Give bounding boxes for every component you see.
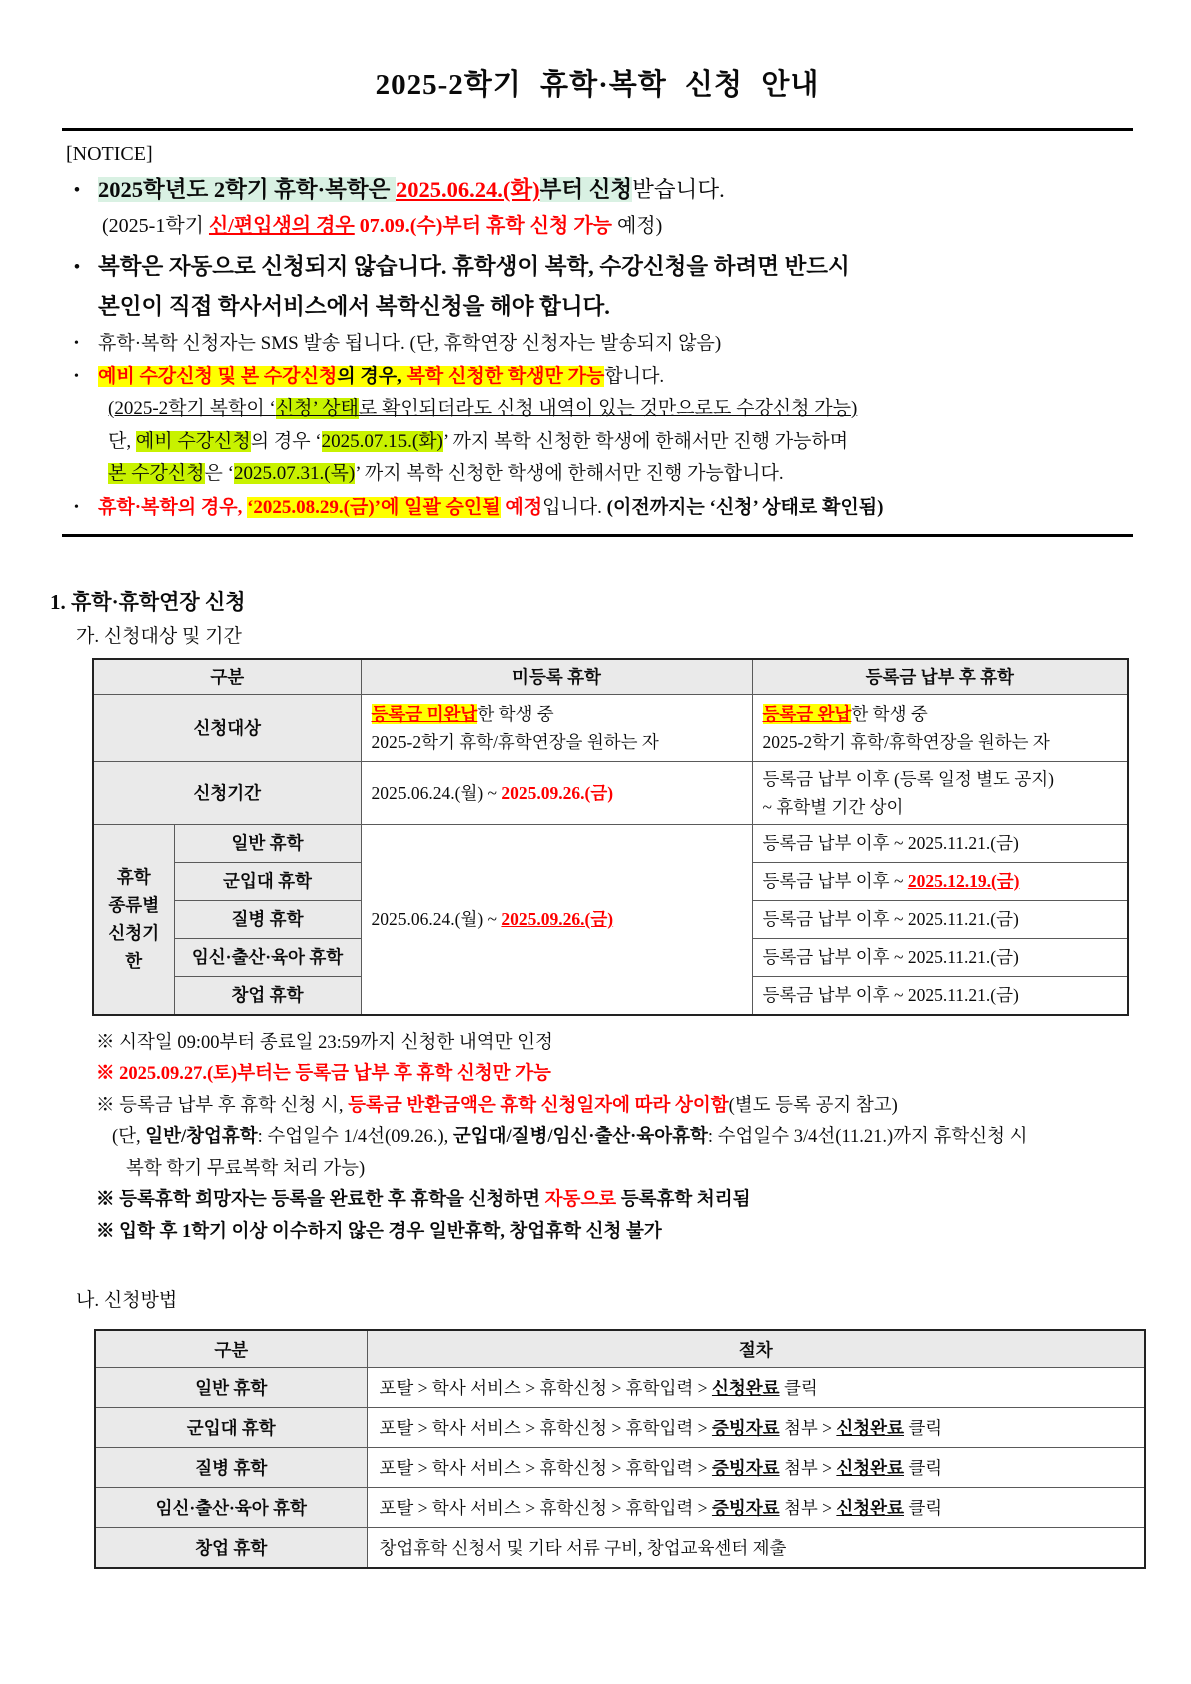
cell-type-pregnancy: 임신·출산·육아 휴학 <box>174 938 361 976</box>
text-run: 종류별 <box>108 895 160 915</box>
divider-bottom <box>62 534 1133 537</box>
bullet-icon: • <box>74 257 80 276</box>
date-run-highlight: 2025.07.31.(목) <box>233 463 356 484</box>
text-run: ~ 휴학별 기간 상이 <box>762 796 904 817</box>
cell-type-illness: 질병 휴학 <box>95 1448 367 1488</box>
text-run: 로 확인되더라도 신청 내역이 있는 것만으로도 수강신청 가능) <box>358 398 858 419</box>
text-run: 2025.06.24.(월) ~ <box>371 782 502 803</box>
cell-procedure-general <box>367 1368 1145 1408</box>
text-run-highlight: 예비 수강신청 <box>135 430 251 452</box>
text-run-bold: 증빙자료 <box>711 1498 780 1518</box>
bullet-icon: • <box>74 369 79 384</box>
text-run-highlight: 2025학년도 2학기 휴학·복학은 <box>98 177 396 202</box>
text-run: 첨부 > <box>779 1458 837 1478</box>
date-run: 2025.11.21.(금) <box>907 833 1019 853</box>
text-run: 창업휴학 신청서 및 기타 서류 구비, 창업교육센터 제출 <box>379 1538 787 1558</box>
text-run: 클릭 <box>904 1498 943 1518</box>
cell-type-startup: 창업 휴학 <box>95 1528 367 1569</box>
text-run-bold: 일반/창업휴학 <box>145 1127 258 1147</box>
text-run: 포탈 > 학사 서비스 > 휴학신청 > 휴학입력 > <box>379 1458 712 1478</box>
text-run: 신청기한 <box>108 923 160 971</box>
text-run-bold: 증빙자료 <box>711 1458 780 1478</box>
bullet-icon: • <box>74 499 79 515</box>
section-1a-heading: 가. 신청대상 및 기간 <box>76 625 242 647</box>
text-run: 한 학생 중 <box>477 703 554 724</box>
text-run: 등록금 납부 이후 (등록 일정 별도 공지) <box>762 768 1054 789</box>
text-run: ※ 등록휴학 희망자는 등록을 완료한 후 휴학을 신청하면 <box>96 1190 545 1210</box>
footnote-3 <box>96 1091 1133 1123</box>
text-run: 클릭 <box>779 1378 818 1398</box>
text-run: 2025-2학기 휴학/휴학연장을 원하는 자 <box>762 731 1050 752</box>
notice-bullet-2 <box>62 247 1133 327</box>
text-run-red-highlight: 예비 수강신청 및 본 수강신청 <box>98 366 338 387</box>
date-run: 2025.11.21.(금) <box>907 985 1019 1005</box>
cell-type-startup: 창업 휴학 <box>174 976 361 1015</box>
date-run-highlight: ‘2025.08.29.(금)’에 일괄 승인될 <box>247 496 501 518</box>
date-run: 2025.11.21.(금) <box>907 947 1019 967</box>
footnote-1: ※ 시작일 09:00부터 종료일 23:59까지 신청한 내역만 인정 <box>96 1032 553 1053</box>
table-header-row <box>93 659 1128 695</box>
cell-target-unregistered <box>361 694 752 761</box>
notice-bullet-1-subnote <box>62 210 1133 243</box>
col-header-paid: 등록금 납부 후 휴학 <box>752 659 1128 695</box>
text-run: 휴학 <box>116 867 151 887</box>
text-run-bold: 신청완료 <box>836 1498 904 1518</box>
section-1-heading: 1. 휴학·휴학연장 신청 <box>50 589 246 614</box>
col-header-category: 구분 <box>95 1330 367 1368</box>
footnote-4 <box>96 1185 1133 1217</box>
text-run: 클릭 <box>904 1458 943 1478</box>
text-run: 등록금 납부 이후 ~ <box>762 909 908 929</box>
cell-deadline-general <box>752 824 1128 862</box>
cell-period-unregistered <box>361 761 752 824</box>
method-row-illness <box>95 1448 1145 1488</box>
notice-bullet-3 <box>62 327 1133 360</box>
footnotes <box>96 1028 1133 1249</box>
notice-bullet-3-content: 휴학·복학 신청자는 SMS 발송 됩니다. (단, 휴학연장 신청자는 발송되지 않음) <box>98 333 722 354</box>
text-run: 의 경우 ‘ <box>250 430 322 452</box>
text-run: 2025-2학기 휴학/휴학연장을 원하는 자 <box>371 731 659 752</box>
cell-procedure-illness <box>367 1448 1145 1488</box>
notice-bullet-4-subnote-3 <box>62 458 1133 491</box>
method-row-pregnancy <box>95 1488 1145 1528</box>
text-run-bold: 신청완료 <box>836 1418 904 1438</box>
text-run: 복학은 자동으로 신청되지 않습니다. 휴학생이 복학, 수강신청을 하려면 반드시 <box>98 254 850 279</box>
footnote-5: ※ 입학 후 1학기 이상 이수하지 않은 경우 일반휴학, 창업휴학 신청 불가 <box>96 1221 662 1242</box>
notice-bullet-4-subnote-2 <box>62 426 1133 459</box>
col-header-category: 구분 <box>93 659 361 695</box>
bullet-icon: • <box>74 180 80 199</box>
method-row-general <box>95 1368 1145 1408</box>
text-run-bold: (이전까지는 ‘신청’ 상태로 확인됨) <box>606 496 884 518</box>
notice-bullet-4-content <box>98 360 1133 393</box>
notice-bullet-5-content <box>98 491 1133 524</box>
text-run-red-highlight: 등록금 미완납 <box>371 703 478 724</box>
row-label-type-deadline <box>93 824 174 1015</box>
text-run-red-highlight: 등록금 완납 <box>762 703 852 724</box>
text-run: : 수업일수 3/4선(11.21.)까지 휴학신청 시 <box>707 1127 1028 1147</box>
section-1b-heading: 나. 신청방법 <box>76 1290 178 1311</box>
date-run-highlight: 2025.07.15.(화) <box>321 430 443 452</box>
text-run-highlight: 의 경우, <box>337 366 407 387</box>
text-run: 포탈 > 학사 서비스 > 휴학신청 > 휴학입력 > <box>379 1418 712 1438</box>
text-run: 입니다. <box>542 496 607 518</box>
text-run: 클릭 <box>904 1418 943 1438</box>
notice-bullet-2-content <box>98 247 1133 327</box>
text-run-red: 07.09.(수)부터 휴학 신청 가능 <box>354 215 612 237</box>
footnote-3-continuation-1 <box>96 1122 1133 1154</box>
text-run-highlight: 부터 신청 <box>539 177 633 202</box>
text-run: (별도 등록 공지 참고) <box>728 1095 898 1116</box>
footnote-3-continuation-2: 복학 학기 무료복학 처리 가능) <box>126 1158 366 1179</box>
text-run: : 수업일수 1/4선(09.26.), <box>257 1127 453 1147</box>
cell-deadline-pregnancy <box>752 938 1128 976</box>
cell-type-military: 군입대 휴학 <box>95 1408 367 1448</box>
cell-type-general: 일반 휴학 <box>174 824 361 862</box>
text-run: 등록금 납부 이후 ~ <box>762 985 908 1005</box>
notice-bullet-5 <box>62 491 1133 524</box>
row-label-period: 신청기간 <box>93 761 361 824</box>
text-run: 포탈 > 학사 서비스 > 휴학신청 > 휴학입력 > <box>379 1498 712 1518</box>
cell-procedure-startup <box>367 1528 1145 1569</box>
method-row-startup <box>95 1528 1145 1569</box>
cell-type-general: 일반 휴학 <box>95 1368 367 1408</box>
text-run: 본인이 직접 학사서비스에서 복학신청을 해야 합니다. <box>98 294 610 319</box>
text-run-red-highlight: 복학 신청한 학생만 가능 <box>406 366 605 387</box>
cell-target-paid <box>752 694 1128 761</box>
cell-deadline-startup <box>752 976 1128 1015</box>
text-run: ’ 까지 복학 신청한 학생에 한해서만 진행 가능하며 <box>442 430 849 452</box>
date-run: 2025.06.24.(화) <box>395 177 540 202</box>
notice-heading: [NOTICE] <box>66 143 153 165</box>
notice-bullet-1-content <box>98 170 1133 210</box>
table-row-type-general <box>93 824 1128 862</box>
page-title: 2025-2학기 휴학·복학 신청 안내 <box>375 69 820 101</box>
text-run: ’ 까지 복학 신청한 학생에 한해서만 진행 가능합니다. <box>355 463 784 484</box>
application-target-period-table <box>92 658 1129 1016</box>
text-run-red: 신/편입생의 경우 <box>208 215 355 237</box>
cell-deadline-illness <box>752 900 1128 938</box>
text-run: 첨부 > <box>779 1498 837 1518</box>
table-row-period <box>93 761 1128 824</box>
notice-bullet-4 <box>62 360 1133 393</box>
method-row-military <box>95 1408 1145 1448</box>
text-run-bold: 증빙자료 <box>711 1418 780 1438</box>
text-run-red: 등록금 반환금액은 휴학 신청일자에 따라 상이함 <box>348 1095 729 1116</box>
text-run: 등록휴학 처리됨 <box>616 1190 751 1210</box>
text-run-red: 자동으로 <box>544 1190 617 1210</box>
notice-bullet-4-subnote-1 <box>62 393 1133 426</box>
text-run: 받습니다. <box>632 177 725 202</box>
text-run: 포탈 > 학사 서비스 > 휴학신청 > 휴학입력 > <box>379 1378 712 1398</box>
cell-unregistered-period-merged <box>361 824 752 1015</box>
table-header-row <box>95 1330 1145 1368</box>
text-run-highlight: 본 수강신청 <box>108 463 205 484</box>
row-label-target: 신청대상 <box>93 694 361 761</box>
text-run: (2025-2학기 복학이 ‘ <box>108 398 276 419</box>
text-run: 첨부 > <box>779 1418 837 1438</box>
text-run: 합니다. <box>604 366 665 387</box>
text-run: 등록금 납부 이후 ~ <box>762 871 908 891</box>
application-method-table <box>94 1329 1146 1569</box>
text-run-red: 휴학·복학의 경우, <box>98 496 248 518</box>
text-run: 은 ‘ <box>204 463 234 484</box>
cell-type-illness: 질병 휴학 <box>174 900 361 938</box>
footnote-2: ※ 2025.09.27.(토)부터는 등록금 납부 후 휴학 신청만 가능 <box>96 1064 551 1084</box>
notice-bullet-1 <box>62 170 1133 210</box>
bullet-icon: • <box>74 336 79 351</box>
cell-procedure-military <box>367 1408 1145 1448</box>
cell-type-military: 군입대 휴학 <box>174 862 361 900</box>
cell-deadline-military <box>752 862 1128 900</box>
text-run: 등록금 납부 이후 ~ <box>762 833 908 853</box>
date-run-red: 2025.09.26.(금) <box>501 909 614 929</box>
text-run: (2025-1학기 <box>102 215 209 237</box>
divider-top <box>62 128 1133 131</box>
text-run-bold: 신청완료 <box>836 1458 904 1478</box>
col-header-unregistered: 미등록 휴학 <box>361 659 752 695</box>
text-run-bold: 군입대/질병/임신·출산·육아휴학 <box>452 1127 708 1147</box>
text-run-highlight: 신청’ 상태 <box>275 398 359 419</box>
table-row-target <box>93 694 1128 761</box>
text-run: 2025.06.24.(월) ~ <box>371 909 502 929</box>
cell-type-pregnancy: 임신·출산·육아 휴학 <box>95 1488 367 1528</box>
text-run: ※ 등록금 납부 후 휴학 신청 시, <box>96 1095 349 1116</box>
text-run: 단, <box>108 430 136 452</box>
text-run: 등록금 납부 이후 ~ <box>762 947 908 967</box>
date-run-red: 2025.12.19.(금) <box>907 871 1020 891</box>
col-header-procedure: 절차 <box>367 1330 1145 1368</box>
date-run: 2025.11.21.(금) <box>907 909 1019 929</box>
date-run-red: 2025.09.26.(금) <box>501 782 614 803</box>
cell-procedure-pregnancy <box>367 1488 1145 1528</box>
text-run-bold: 신청완료 <box>711 1378 780 1398</box>
text-run-red: 예정 <box>500 496 543 518</box>
text-run: 한 학생 중 <box>851 703 928 724</box>
cell-period-paid <box>752 761 1128 824</box>
text-run: (단, <box>112 1127 146 1147</box>
text-run: 예정) <box>611 215 663 237</box>
